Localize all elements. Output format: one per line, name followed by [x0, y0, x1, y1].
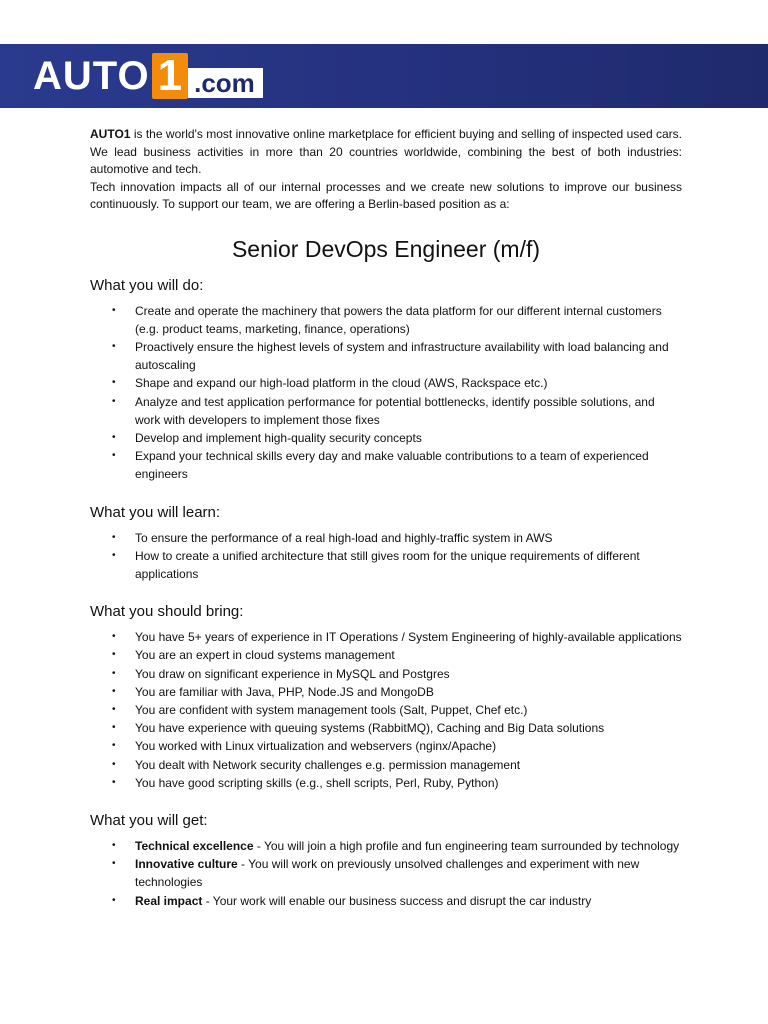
- bullet-icon: •: [112, 722, 116, 734]
- list-item: [90, 302, 682, 338]
- benefit-text: - Your work will enable our business success and disrupt the car industry: [202, 893, 592, 908]
- bullet-icon: •: [112, 649, 116, 661]
- list-item: [90, 429, 682, 447]
- list-item: [90, 892, 682, 910]
- list-item: [90, 774, 682, 792]
- logo-suffix: .com: [188, 68, 263, 98]
- logo-word: AUTO: [33, 54, 150, 98]
- benefit-text: - You will join a high profile and fun engineering team surrounded by technology: [253, 838, 680, 853]
- bullet-icon: •: [112, 377, 116, 389]
- list-item: [90, 628, 682, 646]
- list-item: [90, 547, 682, 583]
- bullet-icon: •: [112, 758, 116, 770]
- section-heading-do: What you will do:: [90, 276, 204, 294]
- list-item-text: How to create a unified architecture that still gives room for the unique requirements of different applications: [135, 548, 640, 581]
- list-item-text: You dealt with Network security challenges e.g. permission management: [135, 757, 521, 772]
- list-item: [90, 529, 682, 547]
- intro-paragraph-1: [90, 126, 682, 179]
- list-item: [90, 374, 682, 392]
- list-get: [90, 837, 682, 910]
- list-item-text: You draw on significant experience in MySQL and Postgres: [135, 666, 450, 681]
- list-item: [90, 338, 682, 374]
- list-item: [90, 837, 682, 855]
- list-item-text: Proactively ensure the highest levels of system and infrastructure availability with load balancing and autoscaling: [135, 339, 669, 373]
- section-heading-learn: What you will learn:: [90, 503, 221, 521]
- section-heading-get: What you will get:: [90, 811, 208, 829]
- bullet-icon: •: [112, 431, 116, 443]
- list-item-text: Create and operate the machinery that powers the data platform for our different internal customers (e.g. product teams, marketing, finance, operations): [135, 303, 662, 336]
- section-heading-bring: What you should bring:: [90, 603, 244, 621]
- list-item-text: Expand your technical skills every day and make valuable contributions to a team of experienced engineers: [135, 449, 649, 482]
- company-name: AUTO1: [90, 127, 131, 141]
- list-item: [90, 737, 682, 755]
- list-do: [90, 302, 682, 484]
- bullet-icon: •: [112, 894, 116, 906]
- job-title: Senior DevOps Engineer (m/f): [231, 235, 541, 262]
- benefit-title: Technical excellence: [135, 838, 254, 853]
- list-item-text: You have experience with queuing systems (RabbitMQ), Caching and Big Data solutions: [135, 721, 605, 736]
- list-item-text: You have 5+ years of experience in IT Operations / System Engineering of highly-available applications: [135, 630, 682, 645]
- intro-paragraph-2: Tech innovation impacts all of our internal processes and we create new solutions to improve our business continuously. To support our team, we are offering a Berlin-based position as a:: [90, 179, 682, 211]
- intro-text-1: is the world's most innovative online marketplace for efficient buying and selling of inspected used cars. We lead business activities in more than 20 countries worldwide, combining the best of both industries: automotive and tech.: [90, 127, 682, 176]
- bullet-icon: •: [112, 839, 116, 851]
- document-body: [90, 126, 682, 930]
- list-item-text: Analyze and test application performance for potential bottlenecks, identify possible solutions, and work with developers to implement those fixes: [135, 394, 655, 427]
- bullet-icon: •: [112, 776, 116, 788]
- list-item-text: You are familiar with Java, PHP, Node.JS and MongoDB: [135, 684, 434, 699]
- list-item: [90, 393, 682, 429]
- bullet-icon: •: [112, 858, 116, 870]
- bullet-icon: •: [112, 304, 116, 316]
- logo-number: 1: [152, 53, 188, 99]
- auto1-logo: [33, 53, 263, 99]
- header-banner: [0, 44, 768, 108]
- bullet-icon: •: [112, 395, 116, 407]
- benefit-text: - You will work on previously unsolved challenges and experiment with new technologies: [135, 857, 640, 890]
- list-item: [90, 447, 682, 483]
- bullet-icon: •: [112, 450, 116, 462]
- bullet-icon: •: [112, 549, 116, 561]
- bullet-icon: •: [112, 631, 116, 643]
- list-item: [90, 665, 682, 683]
- list-bring: [90, 628, 682, 792]
- list-item: [90, 646, 682, 664]
- bullet-icon: •: [112, 740, 116, 752]
- bullet-icon: •: [112, 685, 116, 697]
- list-item-text: To ensure the performance of a real high-load and highly-traffic system in AWS: [135, 530, 553, 545]
- list-item-text: You are confident with system management tools (Salt, Puppet, Chef etc.): [135, 702, 528, 717]
- list-item: [90, 719, 682, 737]
- list-item-text: Shape and expand our high-load platform in the cloud (AWS, Rackspace etc.): [135, 376, 548, 391]
- benefit-title: Innovative culture: [135, 857, 238, 872]
- list-item: [90, 701, 682, 719]
- list-item-text: You are an expert in cloud systems management: [135, 648, 395, 663]
- list-item-text: You have good scripting skills (e.g., shell scripts, Perl, Ruby, Python): [135, 775, 499, 790]
- list-item: [90, 683, 682, 701]
- bullet-icon: •: [112, 703, 116, 715]
- list-item-text: Develop and implement high-quality security concepts: [135, 430, 422, 445]
- bullet-icon: •: [112, 340, 116, 352]
- bullet-icon: •: [112, 667, 116, 679]
- benefit-title: Real impact: [135, 893, 203, 908]
- list-item: [90, 855, 682, 891]
- list-item: [90, 756, 682, 774]
- list-learn: [90, 529, 682, 584]
- bullet-icon: •: [112, 531, 116, 543]
- list-item-text: You worked with Linux virtualization and webservers (nginx/Apache): [135, 739, 497, 754]
